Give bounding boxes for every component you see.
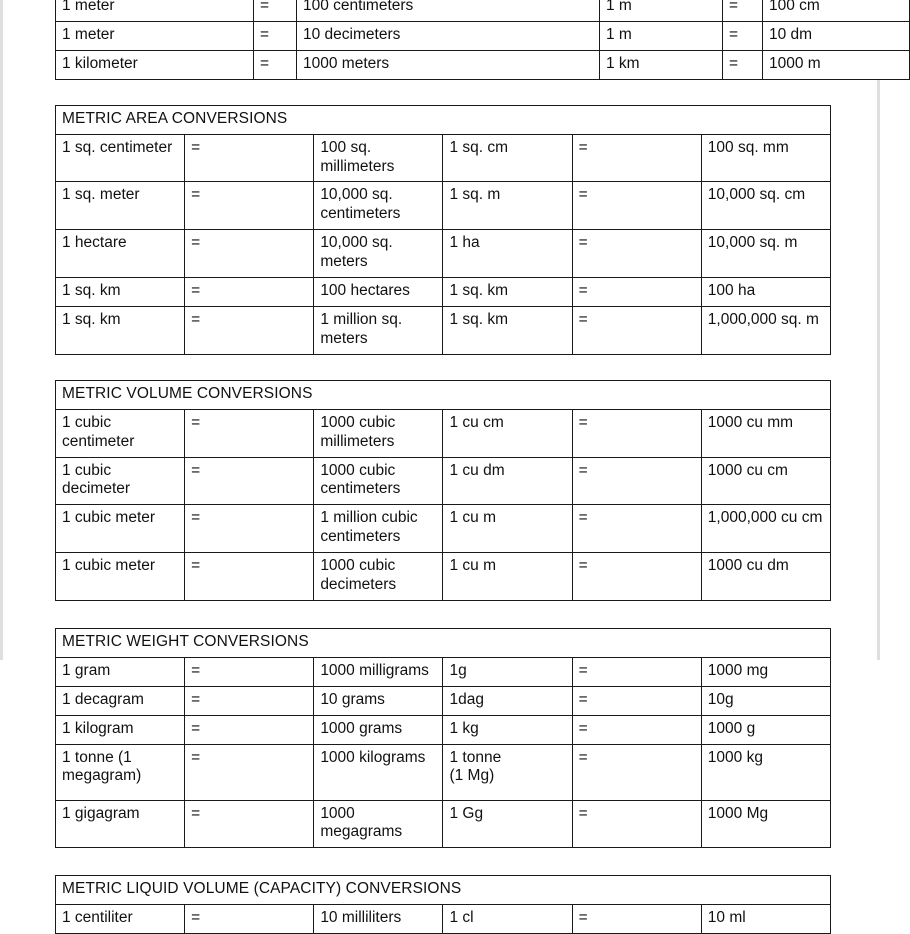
cell-abbr: 1 cl xyxy=(443,905,572,934)
cell-abbr-value: 10 ml xyxy=(701,905,830,934)
table-metric-volume xyxy=(55,380,831,601)
cell-equals: = xyxy=(185,505,314,553)
cell-abbr: 1 cu dm xyxy=(443,457,572,505)
table-metric-liquid-volume xyxy=(55,875,831,934)
table-row xyxy=(56,21,910,50)
cell-equals-2: = xyxy=(572,306,701,354)
cell-value: 1000 cubic millimeters xyxy=(314,409,443,457)
cell-equals: = xyxy=(185,905,314,934)
cell-unit: 1 cubic decimeter xyxy=(56,457,185,505)
cell-equals: = xyxy=(185,553,314,601)
cell-abbr-value: 1000 kg xyxy=(701,744,830,800)
cell-unit: 1 sq. meter xyxy=(56,182,185,230)
cell-unit: 1 centiliter xyxy=(56,905,185,934)
cell-unit: 1 gram xyxy=(56,657,185,686)
cell-value: 1000 cubic decimeters xyxy=(314,553,443,601)
cell-equals: = xyxy=(185,800,314,848)
cell-equals: = xyxy=(254,50,297,79)
cell-abbr: 1 m xyxy=(600,0,723,21)
cell-abbr: 1 cu m xyxy=(443,553,572,601)
cell-abbr-value: 100 ha xyxy=(701,278,830,307)
section-header-label: METRIC AREA CONVERSIONS xyxy=(56,105,831,134)
section-header-weight xyxy=(56,628,831,657)
cell-unit: 1 meter xyxy=(56,0,254,21)
section-header-liquid xyxy=(56,876,831,905)
cell-equals-2: = xyxy=(572,278,701,307)
table-metric-area xyxy=(55,105,831,355)
cell-abbr-value: 1,000,000 cu cm xyxy=(701,505,830,553)
table-row xyxy=(56,306,831,354)
table-row xyxy=(56,553,831,601)
cell-abbr: 1g xyxy=(443,657,572,686)
table-row xyxy=(56,686,831,715)
cell-abbr-value: 10,000 sq. m xyxy=(701,230,830,278)
cell-value: 1 million cubic centimeters xyxy=(314,505,443,553)
cell-abbr-value: 10,000 sq. cm xyxy=(701,182,830,230)
cell-unit: 1 cubic meter xyxy=(56,553,185,601)
cell-value: 10 decimeters xyxy=(297,21,600,50)
cell-unit: 1 sq. km xyxy=(56,278,185,307)
cell-abbr-value: 1000 m xyxy=(763,50,910,79)
cell-abbr: 1 sq. km xyxy=(443,278,572,307)
cell-equals: = xyxy=(185,278,314,307)
cell-unit: 1 meter xyxy=(56,21,254,50)
table-row xyxy=(56,50,910,79)
cell-equals-2: = xyxy=(572,553,701,601)
cell-unit: 1 cubic meter xyxy=(56,505,185,553)
section-header-area xyxy=(56,105,831,134)
cell-equals-2: = xyxy=(572,134,701,182)
cell-value: 1000 cubic centimeters xyxy=(314,457,443,505)
cell-equals-2: = xyxy=(572,800,701,848)
cell-abbr-value: 1000 g xyxy=(701,715,830,744)
cell-equals: = xyxy=(185,457,314,505)
cell-equals: = xyxy=(185,409,314,457)
cell-abbr: 1 cu m xyxy=(443,505,572,553)
cell-value: 100 centimeters xyxy=(297,0,600,21)
cell-abbr-value: 1000 mg xyxy=(701,657,830,686)
cell-abbr-value: 1000 cu dm xyxy=(701,553,830,601)
cell-equals-2: = xyxy=(723,50,763,79)
cell-equals-2: = xyxy=(572,182,701,230)
cell-equals: = xyxy=(254,0,297,21)
table-row xyxy=(56,800,831,848)
conversions-content xyxy=(55,0,831,934)
cell-abbr-value: 10 dm xyxy=(763,21,910,50)
cell-unit: 1 kilogram xyxy=(56,715,185,744)
table-row xyxy=(56,0,910,21)
cell-abbr-value: 1000 Mg xyxy=(701,800,830,848)
cell-abbr: 1 m xyxy=(600,21,723,50)
table-row xyxy=(56,409,831,457)
cell-value: 100 hectares xyxy=(314,278,443,307)
table-row xyxy=(56,905,831,934)
cell-equals-2: = xyxy=(572,457,701,505)
cell-abbr: 1 Gg xyxy=(443,800,572,848)
cell-equals-2: = xyxy=(572,686,701,715)
section-header-label: METRIC LIQUID VOLUME (CAPACITY) CONVERSIONS xyxy=(56,876,831,905)
cell-abbr: 1 sq. cm xyxy=(443,134,572,182)
cell-value: 1000 megagrams xyxy=(314,800,443,848)
cell-abbr: 1 cu cm xyxy=(443,409,572,457)
cell-equals: = xyxy=(185,134,314,182)
cell-equals-2: = xyxy=(723,0,763,21)
cell-equals: = xyxy=(185,686,314,715)
section-spacer xyxy=(55,80,831,105)
table-metric-weight xyxy=(55,628,831,848)
cell-equals-2: = xyxy=(572,744,701,800)
cell-abbr: 1 km xyxy=(600,50,723,79)
cell-value: 10,000 sq. meters xyxy=(314,230,443,278)
cell-abbr: 1 ha xyxy=(443,230,572,278)
cell-value: 10 grams xyxy=(314,686,443,715)
table-row xyxy=(56,278,831,307)
cell-unit: 1 kilometer xyxy=(56,50,254,79)
cell-equals-2: = xyxy=(572,505,701,553)
table-length-continued xyxy=(55,0,910,80)
cell-abbr: 1 sq. m xyxy=(443,182,572,230)
cell-unit: 1 tonne (1 megagram) xyxy=(56,744,185,800)
cell-equals-2: = xyxy=(572,715,701,744)
cell-value: 1000 kilograms xyxy=(314,744,443,800)
cell-value: 10 milliliters xyxy=(314,905,443,934)
cell-unit: 1 hectare xyxy=(56,230,185,278)
cell-abbr: 1dag xyxy=(443,686,572,715)
cell-unit: 1 sq. centimeter xyxy=(56,134,185,182)
cell-equals-2: = xyxy=(572,409,701,457)
cell-value: 1000 grams xyxy=(314,715,443,744)
cell-value: 10,000 sq. centimeters xyxy=(314,182,443,230)
cell-value: 1000 meters xyxy=(297,50,600,79)
cell-equals-2: = xyxy=(572,230,701,278)
cell-value: 100 sq. millimeters xyxy=(314,134,443,182)
cell-equals: = xyxy=(185,715,314,744)
table-row xyxy=(56,505,831,553)
table-row xyxy=(56,230,831,278)
table-row xyxy=(56,715,831,744)
table-row xyxy=(56,744,831,800)
cell-abbr-value: 100 sq. mm xyxy=(701,134,830,182)
table-row xyxy=(56,457,831,505)
cell-abbr-value: 1000 cu mm xyxy=(701,409,830,457)
cell-equals-2: = xyxy=(572,905,701,934)
cell-abbr: 1 tonne (1 Mg) xyxy=(443,744,572,800)
table-row xyxy=(56,134,831,182)
section-header-volume xyxy=(56,380,831,409)
cell-abbr-value: 100 cm xyxy=(763,0,910,21)
table-row xyxy=(56,657,831,686)
section-header-label: METRIC VOLUME CONVERSIONS xyxy=(56,380,831,409)
cell-equals: = xyxy=(185,657,314,686)
cell-abbr-value: 1,000,000 sq. m xyxy=(701,306,830,354)
cell-value: 1 million sq. meters xyxy=(314,306,443,354)
cell-value: 1000 milligrams xyxy=(314,657,443,686)
cell-unit: 1 gigagram xyxy=(56,800,185,848)
cell-equals-2: = xyxy=(723,21,763,50)
cell-equals: = xyxy=(185,306,314,354)
cell-equals: = xyxy=(185,230,314,278)
section-spacer xyxy=(55,355,831,380)
table-row xyxy=(56,182,831,230)
section-spacer xyxy=(55,848,831,875)
cell-unit: 1 cubic centimeter xyxy=(56,409,185,457)
cell-equals: = xyxy=(254,21,297,50)
section-spacer xyxy=(55,601,831,628)
cell-abbr-value: 1000 cu cm xyxy=(701,457,830,505)
section-header-label: METRIC WEIGHT CONVERSIONS xyxy=(56,628,831,657)
cell-equals: = xyxy=(185,182,314,230)
cell-unit: 1 decagram xyxy=(56,686,185,715)
cell-abbr: 1 sq. km xyxy=(443,306,572,354)
cell-equals: = xyxy=(185,744,314,800)
cell-abbr: 1 kg xyxy=(443,715,572,744)
cell-unit: 1 sq. km xyxy=(56,306,185,354)
cell-abbr-value: 10g xyxy=(701,686,830,715)
cell-equals-2: = xyxy=(572,657,701,686)
